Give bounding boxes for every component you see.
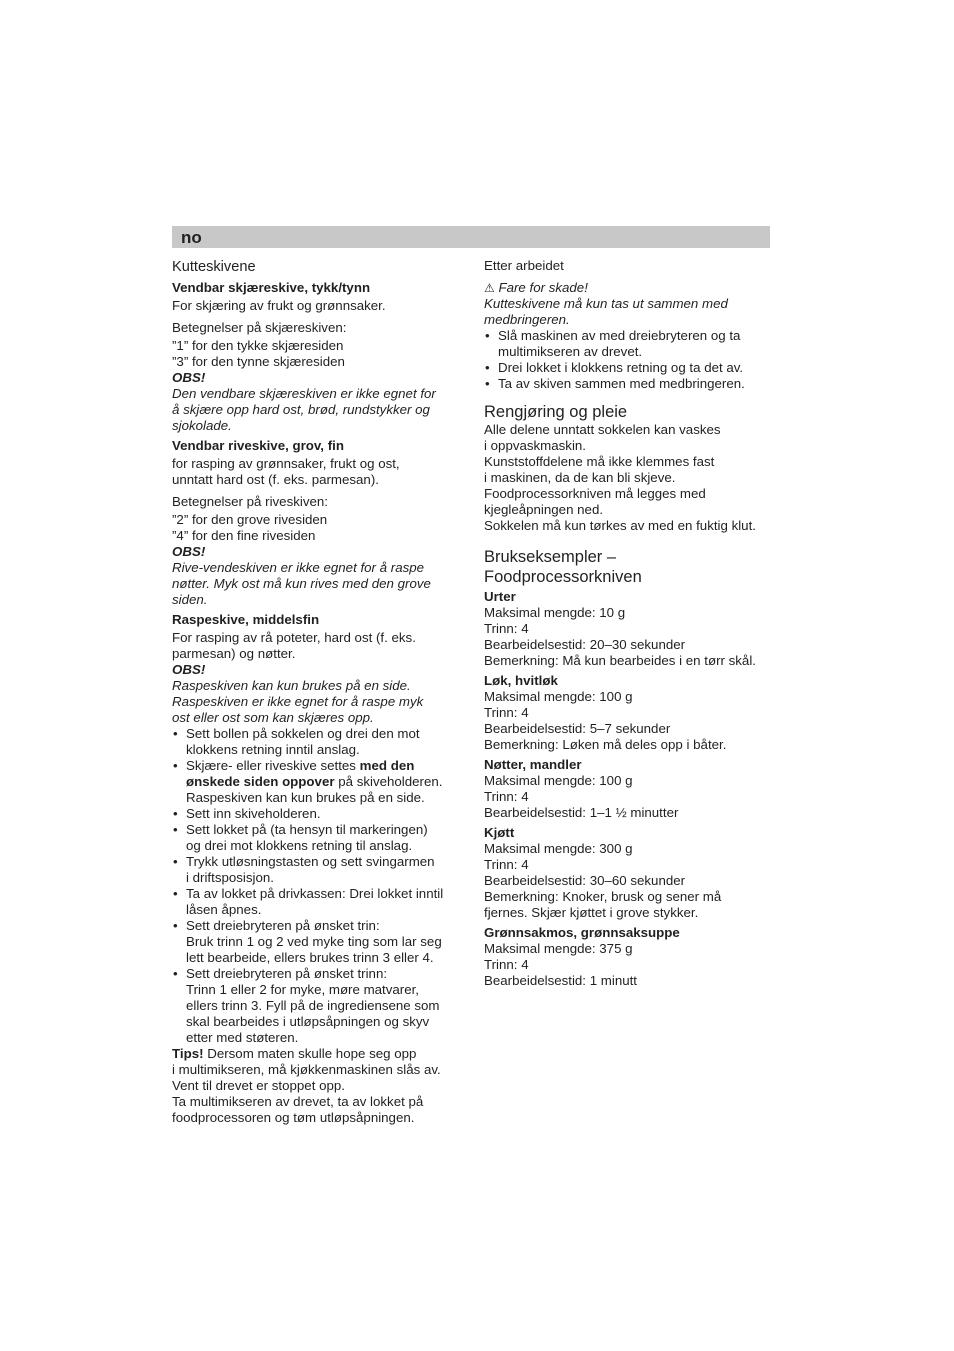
obs-label: OBS! — [172, 544, 206, 559]
text-line: Bemerkning: Må kun bearbeides i en tørr skål. — [484, 653, 756, 668]
tips-paragraph: Tips! Dersom maten skulle hope seg opp — [172, 1046, 417, 1061]
text-line: Bearbeidelsestid: 1 minutt — [484, 973, 637, 988]
text-line: Vent til drevet er stoppet opp. — [172, 1078, 345, 1093]
obs-label: OBS! — [172, 662, 206, 677]
text-line: For skjæring av frukt og grønnsaker. — [172, 298, 386, 313]
text-line: Maksimal mengde: 300 g — [484, 841, 633, 856]
obs-text: siden. — [172, 592, 208, 607]
example-name-urter: Urter — [484, 589, 516, 604]
text-line: ”2” for den grove rivesiden — [172, 512, 328, 527]
obs-label: OBS! — [172, 370, 206, 385]
text-line: Maksimal mengde: 375 g — [484, 941, 633, 956]
heading-vendbar-skjaereskive: Vendbar skjæreskive, tykk/tynn — [172, 280, 371, 295]
text-line: Trinn: 4 — [484, 789, 529, 804]
obs-text: Raspeskiven kan kun brukes på en side. — [172, 678, 411, 693]
text-line: Ta multimikseren av drevet, ta av lokket på — [172, 1094, 424, 1109]
list-item: • Drei lokket i klokkens retning og ta det av. — [484, 360, 774, 376]
heading-brukseksempler: Brukseksempler – — [484, 548, 617, 566]
text-line: fjernes. Skjær kjøttet i grove stykker. — [484, 905, 699, 920]
text-line: Kunststoffdelene må ikke klemmes fast — [484, 454, 715, 469]
list-item: • Ta av skiven sammen med medbringeren. — [484, 376, 774, 392]
text-line: Bearbeidelsestid: 30–60 sekunder — [484, 873, 686, 888]
heading-raspeskive: Raspeskive, middelsfin — [172, 612, 320, 627]
left-column — [172, 258, 462, 1126]
text-line: ”3” for den tynne skjæresiden — [172, 354, 345, 369]
text-line: Bearbeidelsestid: 1–1 ½ minutter — [484, 805, 679, 820]
language-code: no — [181, 228, 202, 247]
text-line: Alle delene unntatt sokkelen kan vaskes — [484, 422, 721, 437]
warning-title: ⚠ Fare for skade! — [484, 280, 588, 295]
list-item: • Sett dreiebryteren på ønsket trinn: Trinn 1 eller 2 for myke, møre matvarer, ellers trinn 3. Fyll på de ingrediensene som skal bearbeides i utløpsåpningen og skyv etter med støteren. — [172, 966, 462, 1046]
text-line: Bemerkning: Knoker, brusk og sener må — [484, 889, 722, 904]
heading-etter-arbeidet: Etter arbeidet — [484, 258, 564, 273]
warning-triangle-icon: ⚠ — [484, 281, 495, 295]
example-name-lok: Løk, hvitløk — [484, 673, 558, 688]
list-item: • Ta av lokket på drivkassen: Drei lokket inntil låsen åpnes. — [172, 886, 462, 918]
example-name-kjott: Kjøtt — [484, 825, 515, 840]
text-line: Trinn: 4 — [484, 705, 529, 720]
obs-text: Raspeskiven er ikke egnet for å raspe myk — [172, 694, 424, 709]
text-line: For rasping av rå poteter, hard ost (f. eks. — [172, 630, 416, 645]
text-line: kjegleåpningen ned. — [484, 502, 604, 517]
text-line: Trinn: 4 — [484, 621, 529, 636]
obs-text: Rive-vendeskiven er ikke egnet for å raspe — [172, 560, 425, 575]
list-item: • Slå maskinen av med dreiebryteren og ta multimikseren av drevet. — [484, 328, 774, 360]
after-work-list — [484, 328, 774, 392]
text-line: Bemerkning: Løken må deles opp i båter. — [484, 737, 727, 752]
text-line: i oppvaskmaskin. — [484, 438, 586, 453]
warning-text: medbringeren. — [484, 312, 570, 327]
obs-text: å skjære opp hard ost, brød, rundstykker og — [172, 402, 430, 417]
text-line: Trinn: 4 — [484, 957, 529, 972]
list-item: • Trykk utløsningstasten og sett svingarmen i driftsposisjon. — [172, 854, 462, 886]
obs-text: nøtter. Myk ost må kun rives med den grove — [172, 576, 431, 591]
right-column — [484, 258, 774, 989]
text-line: Maksimal mengde: 100 g — [484, 773, 633, 788]
text-line: unntatt hard ost (f. eks. parmesan). — [172, 472, 379, 487]
heading-brukseksempler-line2: Foodprocessorkniven — [484, 568, 642, 586]
heading-rengjoring: Rengjøring og pleie — [484, 403, 628, 421]
text-line: for rasping av grønnsaker, frukt og ost, — [172, 456, 400, 471]
text-line: Maksimal mengde: 100 g — [484, 689, 633, 704]
text-line: Trinn: 4 — [484, 857, 529, 872]
text-line: Foodprocessorkniven må legges med — [484, 486, 706, 501]
text-line: Bearbeidelsestid: 20–30 sekunder — [484, 637, 686, 652]
obs-text: Den vendbare skjæreskiven er ikke egnet for — [172, 386, 436, 401]
warning-text: Kutteskivene må kun tas ut sammen med — [484, 296, 728, 311]
list-item: • Sett bollen på sokkelen og drei den mot klokkens retning inntil anslag. — [172, 726, 462, 758]
instruction-list — [172, 726, 462, 1046]
list-item: • Skjære- eller riveskive settes med den ønskede siden oppover på skiveholderen. Raspeskiven kan kun brukes på en side. — [172, 758, 462, 806]
list-item: • Sett inn skiveholderen. — [172, 806, 462, 822]
text-line: i multimikseren, må kjøkkenmaskinen slås av. — [172, 1062, 441, 1077]
heading-vendbar-riveskive: Vendbar riveskive, grov, fin — [172, 438, 344, 453]
example-name-gronnsak: Grønnsakmos, grønnsaksuppe — [484, 925, 680, 940]
text-line: parmesan) og nøtter. — [172, 646, 296, 661]
list-item: • Sett lokket på (ta hensyn til markeringen) og drei mot klokkens retning til anslag. — [172, 822, 462, 854]
text-line: Maksimal mengde: 10 g — [484, 605, 626, 620]
text-line: ”1” for den tykke skjæresiden — [172, 338, 344, 353]
obs-text: sjokolade. — [172, 418, 232, 433]
text-line: Betegnelser på skjæreskiven: — [172, 320, 347, 335]
list-item: • Sett dreiebryteren på ønsket trin: Bruk trinn 1 og 2 ved myke ting som lar seg lett bearbeide, ellers brukes trinn 3 eller 4. — [172, 918, 462, 966]
text-line: foodprocessoren og tøm utløpsåpningen. — [172, 1110, 415, 1125]
tips-label: Tips! — [172, 1046, 204, 1061]
example-name-notter: Nøtter, mandler — [484, 757, 582, 772]
text-line: i maskinen, da de kan bli skjeve. — [484, 470, 676, 485]
text-line: Betegnelser på riveskiven: — [172, 494, 328, 509]
text-line: ”4” for den fine rivesiden — [172, 528, 316, 543]
text-line: Bearbeidelsestid: 5–7 sekunder — [484, 721, 671, 736]
section-title-kutteskivene: Kutteskivene — [172, 259, 256, 275]
text-line: Sokkelen må kun tørkes av med en fuktig klut. — [484, 518, 756, 533]
language-bar — [172, 226, 770, 248]
obs-text: ost eller ost som kan skjæres opp. — [172, 710, 374, 725]
